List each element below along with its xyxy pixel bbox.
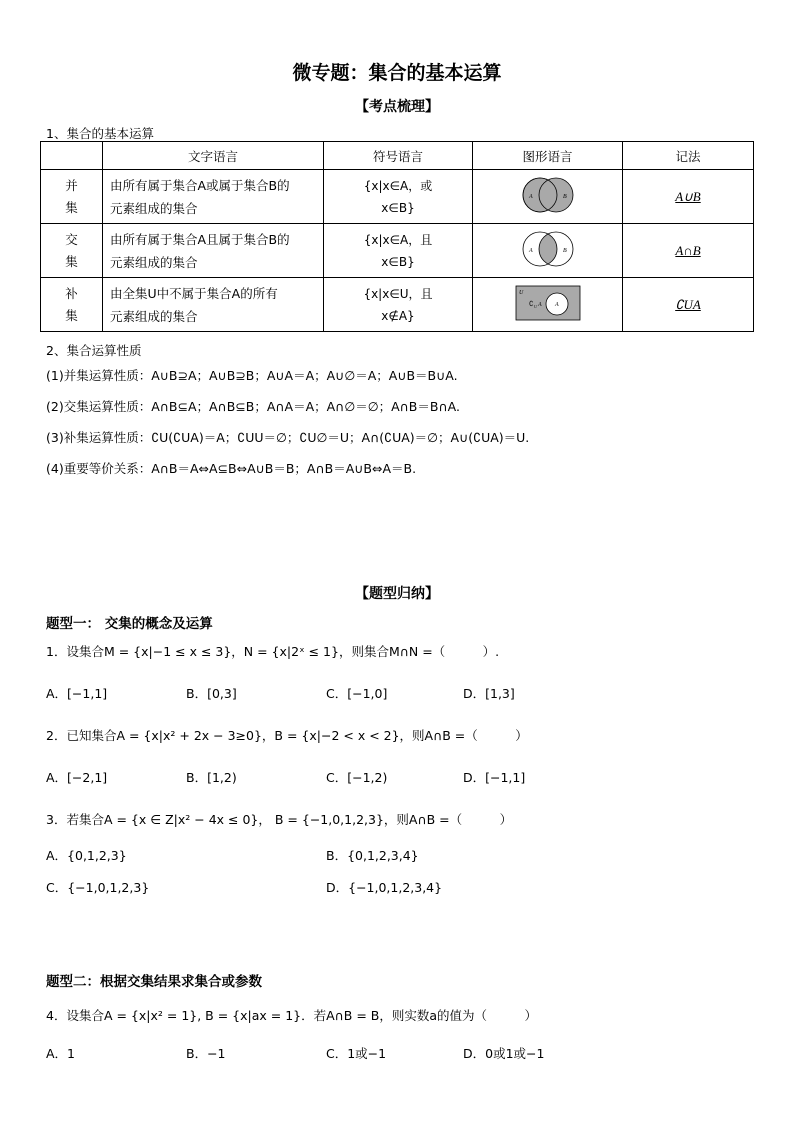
- table-header: 图形语言: [473, 142, 623, 170]
- notation-cell: [623, 278, 754, 332]
- svg-text:A: A: [537, 302, 542, 308]
- intersection-properties: (2)交集运算性质：A∩B⊆A；A∩B⊆B；A∩A＝A；A∩∅＝∅；A∩B＝B∩A.: [46, 399, 460, 414]
- row-label: [41, 224, 103, 278]
- svg-text:∁: ∁: [528, 300, 533, 308]
- question-4-option-a[interactable]: A．1: [46, 1046, 76, 1061]
- table-header: 文字语言: [103, 142, 324, 170]
- table-row: [41, 278, 754, 332]
- notation-cell: [623, 170, 754, 224]
- svg-text:U: U: [518, 290, 523, 296]
- venn-intersection-icon: [473, 224, 623, 278]
- table-header: [41, 142, 103, 170]
- text-description: [103, 170, 324, 224]
- description-line: 由所有属于集合A或属于集合B的: [110, 177, 290, 193]
- symbol-notation: [324, 278, 473, 332]
- page-title: 微专题：集合的基本运算: [292, 62, 502, 84]
- section-heading-knowledge: 【考点梳理】: [355, 99, 439, 115]
- table-row: [41, 224, 754, 278]
- question-3-option-d[interactable]: D．{−1,0,1,2,3,4}: [326, 880, 443, 895]
- question-2-option-a[interactable]: A．[−2,1]: [46, 770, 108, 785]
- section-heading-problem-types: 【题型归纳】: [355, 586, 439, 602]
- question-2-option-c[interactable]: C．[−1,2): [326, 770, 388, 785]
- question-4-stem: 4．设集合A = {x|x² = 1}, B = {x|ax = 1}．若A∩B = B，则实数a的值为（ ）: [46, 1008, 538, 1023]
- question-3-option-b[interactable]: B．{0,1,2,3,4}: [326, 848, 419, 863]
- row-label-char: 集: [65, 307, 78, 323]
- question-1-option-b[interactable]: B．[0,3]: [186, 686, 237, 701]
- row-label-char: 补: [65, 285, 78, 301]
- svg-text:A: A: [528, 194, 533, 200]
- row-label-char: 集: [65, 199, 78, 215]
- question-1-option-c[interactable]: C．[−1,0]: [326, 686, 388, 701]
- subheading-properties: 2、集合运算性质: [46, 343, 142, 358]
- symbol-notation: [324, 170, 473, 224]
- symbol-line: x∈B}: [381, 254, 415, 269]
- venn-complement-icon: [473, 278, 623, 332]
- venn-union-icon: [473, 170, 623, 224]
- equivalence-properties: (4)重要等价关系：A∩B＝A⇔A⊆B⇔A∪B＝B；A∩B＝A∪B⇔A＝B.: [46, 461, 417, 476]
- question-2-stem: 2．已知集合A = {x|x² + 2x − 3≥0}，B = {x|−2 < x < 2}，则A∩B =（ ）: [46, 728, 528, 743]
- notation-cell: [623, 224, 754, 278]
- row-label: [41, 278, 103, 332]
- question-1-option-d[interactable]: D．[1,3]: [463, 686, 515, 701]
- text-description: [103, 224, 324, 278]
- description-line: 由所有属于集合A且属于集合B的: [110, 231, 290, 247]
- table-header: 记法: [623, 142, 754, 170]
- question-2-option-d[interactable]: D．[−1,1]: [463, 770, 526, 785]
- description-line: 由全集U中不属于集合A的所有: [110, 285, 278, 301]
- question-1-stem: 1．设集合M = {x|−1 ≤ x ≤ 3}，N = {x|2ˣ ≤ 1}，则集合M∩N =（ ）.: [46, 644, 500, 659]
- question-4-option-d[interactable]: D．0或1或−1: [463, 1046, 545, 1061]
- set-operations-table: [40, 141, 754, 332]
- row-label-char: 交: [65, 231, 78, 247]
- row-label-char: 并: [65, 177, 78, 193]
- table-header-row: [41, 142, 754, 170]
- symbol-line: x∈B}: [381, 200, 415, 215]
- text-description: [103, 278, 324, 332]
- symbol-line: {x|x∈A，或: [363, 178, 433, 193]
- question-3-option-c[interactable]: C．{−1,0,1,2,3}: [46, 880, 150, 895]
- question-4-option-c[interactable]: C．1或−1: [326, 1046, 387, 1061]
- symbol-notation: [324, 224, 473, 278]
- question-3-option-a[interactable]: A．{0,1,2,3}: [46, 848, 127, 863]
- svg-text:B: B: [562, 248, 567, 254]
- row-label: [41, 170, 103, 224]
- question-2-option-b[interactable]: B．[1,2): [186, 770, 237, 785]
- notation-text: ∁UA: [675, 296, 701, 312]
- description-line: 元素组成的集合: [110, 200, 198, 216]
- complement-properties: (3)补集运算性质：∁U(∁UA)＝A；∁UU＝∅；∁U∅＝U；A∩(∁UA)＝∅；A∪(∁UA)＝U.: [46, 430, 530, 445]
- symbol-line: {x|x∈A，且: [363, 232, 433, 247]
- notation-text: A∪B: [675, 188, 701, 204]
- description-line: 元素组成的集合: [110, 254, 198, 270]
- symbol-line: x∉A}: [381, 308, 415, 323]
- svg-text:A: A: [554, 302, 559, 308]
- table-header: 符号语言: [324, 142, 473, 170]
- notation-text: A∩B: [675, 242, 701, 258]
- svg-text:B: B: [562, 194, 567, 200]
- description-line: 元素组成的集合: [110, 308, 198, 324]
- subheading-basic-ops: 1、集合的基本运算: [46, 126, 154, 141]
- problem-type-1-heading: 题型一： 交集的概念及运算: [46, 616, 213, 632]
- svg-text:U: U: [533, 304, 537, 309]
- question-1-option-a[interactable]: A．[−1,1]: [46, 686, 108, 701]
- question-3-stem: 3．若集合A = {x ∈ Z|x² − 4x ≤ 0}， B = {−1,0,1,2,3}，则A∩B =（ ）: [46, 812, 513, 827]
- row-label-char: 集: [65, 253, 78, 269]
- svg-text:A: A: [528, 248, 533, 254]
- table-row: [41, 170, 754, 224]
- question-4-option-b[interactable]: B．−1: [186, 1046, 226, 1061]
- union-properties: (1)并集运算性质：A∪B⊇A；A∪B⊇B；A∪A＝A；A∪∅＝A；A∪B＝B∪A.: [46, 368, 458, 383]
- problem-type-2-heading: 题型二：根据交集结果求集合或参数: [46, 974, 262, 990]
- symbol-line: {x|x∈U，且: [363, 286, 433, 301]
